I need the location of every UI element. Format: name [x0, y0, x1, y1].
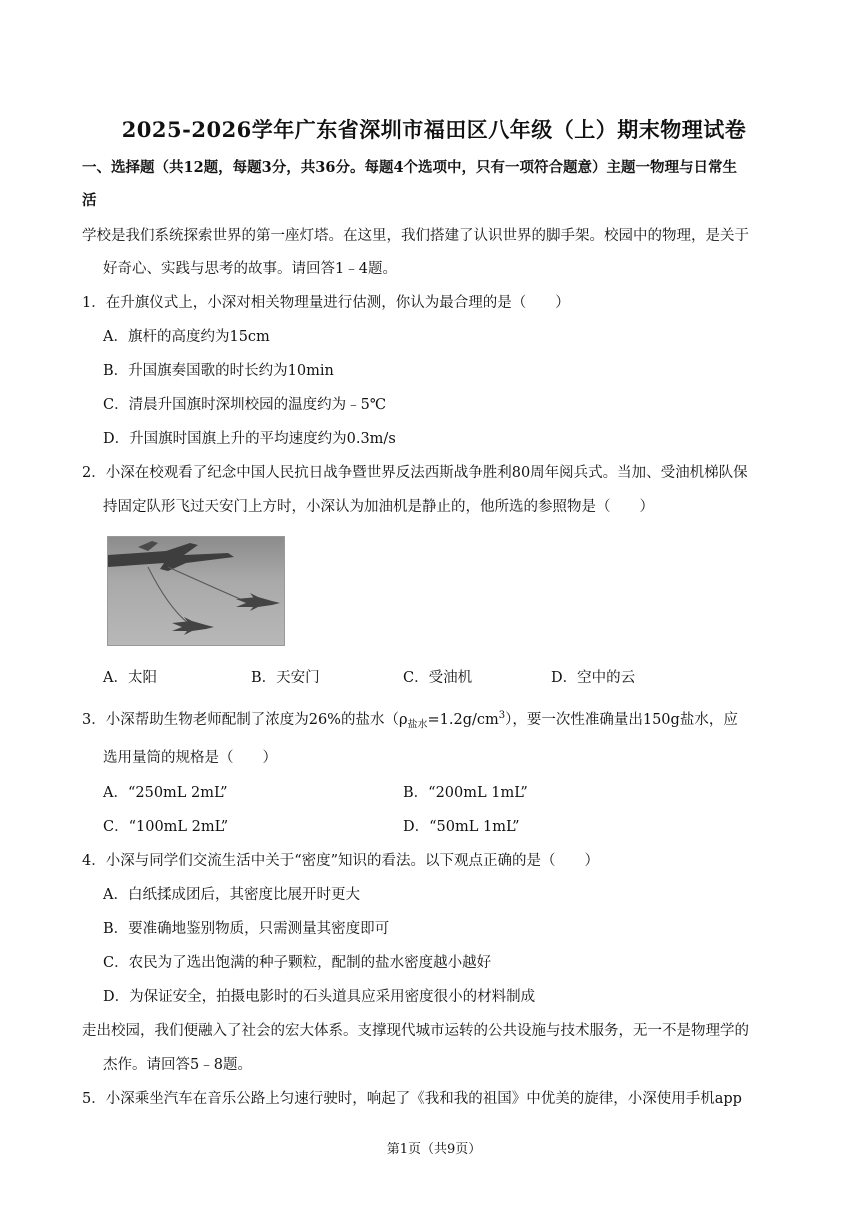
section-heading-line1: 一、选择题（共12题，每题3分，共36分。每题4个选项中，只有一项符合题意）主题一物理与日常生	[82, 159, 738, 176]
q3-option-c: C．“100mL 2mL”	[103, 819, 229, 835]
q1-option-d: D．升国旗时国旗上升的平均速度约为0.3m/s	[103, 431, 396, 447]
q3-stem-line2: 选用量筒的规格是（ ）	[103, 750, 277, 766]
q3-option-a: A．“250mL 2mL”	[103, 785, 228, 801]
q3-stem-part-b: =1.2g/cm	[427, 711, 499, 728]
q2-stem-line2: 持固定队形飞过天安门上方时，小深认为加油机是静止的，他所选的参照物是（ ）	[103, 499, 654, 515]
q3-stem-part-a: 3．小深帮助生物老师配制了浓度为26%的盐水（ρ	[82, 711, 408, 728]
q2-option-c: C．受油机	[403, 670, 473, 686]
intro1-line1: 学校是我们系统探索世界的第一座灯塔。在这里，我们搭建了认识世界的脚手架。校园中的物理，是关于	[82, 228, 749, 244]
q4-option-d: D．为保证安全，拍摄电影时的石头道具应采用密度很小的材料制成	[103, 989, 536, 1005]
q2-stem-line1: 2．小深在校观看了纪念中国人民抗日战争暨世界反法西斯战争胜利80周年阅兵式。当加、受油机梯队保	[82, 465, 748, 481]
q4-option-a: A．白纸揉成团后，其密度比展开时更大	[103, 887, 360, 903]
intro2-line1: 走出校园，我们便融入了社会的宏大体系。支撑现代城市运转的公共设施与技术服务，无一不是物理学的	[82, 1023, 749, 1039]
q3-stem-line1	[82, 706, 738, 736]
q5-stem: 5．小深乘坐汽车在音乐公路上匀速行驶时，响起了《我和我的祖国》中优美的旋律，小深使用手机app	[82, 1091, 742, 1107]
q2-option-a: A．太阳	[103, 670, 157, 686]
page-title: 2025-2026学年广东省深圳市福田区八年级（上）期末物理试卷	[121, 117, 747, 142]
q3-density-subscript: 盐水	[407, 719, 428, 731]
q1-option-b: B．升国旗奏国歌的时长约为10min	[103, 363, 334, 379]
section-heading-line2: 活	[82, 192, 97, 209]
intro2-line2: 杰作。请回答5﹣8题。	[103, 1057, 252, 1073]
refueling-aircraft-photo	[107, 536, 285, 646]
q4-option-c: C．农民为了选出饱满的种子颗粒，配制的盐水密度越小越好	[103, 955, 492, 971]
page-footer: 第1页（共9页）	[386, 1142, 482, 1157]
q3-stem-part-c: ），要一次性准确量出150g盐水，应	[505, 711, 738, 728]
q2-option-b: B．天安门	[251, 670, 320, 686]
aircraft-illustration	[108, 537, 284, 645]
q3-unit-superscript: 3	[498, 710, 506, 721]
q1-option-a: A．旗杆的高度约为15cm	[103, 329, 270, 345]
q4-option-b: B．要准确地鉴别物质，只需测量其密度即可	[103, 921, 390, 937]
intro1-line2: 好奇心、实践与思考的故事。请回答1﹣4题。	[103, 261, 397, 277]
q3-option-d: D．“50mL 1mL”	[403, 819, 520, 835]
q2-option-d: D．空中的云	[551, 670, 636, 686]
q3-option-b: B．“200mL 1mL”	[403, 785, 528, 801]
q1-option-c: C．清晨升国旗时深圳校园的温度约为﹣5℃	[103, 397, 387, 413]
q1-stem: 1．在升旗仪式上，小深对相关物理量进行估测，你认为最合理的是（ ）	[82, 295, 570, 311]
q4-stem: 4．小深与同学们交流生活中关于“密度”知识的看法。以下观点正确的是（ ）	[82, 853, 600, 869]
